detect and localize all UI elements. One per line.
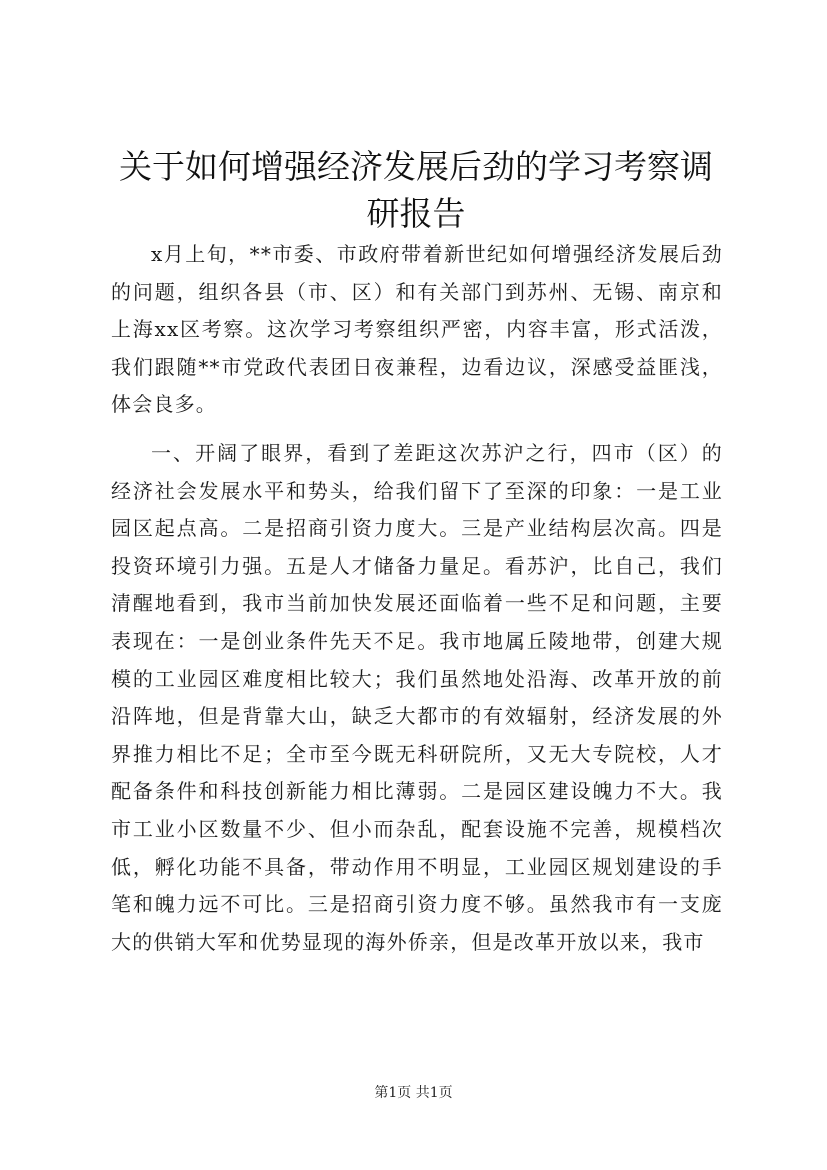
document-body (111, 236, 723, 972)
page-footer: 第1页 共1页 (374, 1085, 453, 1101)
paragraph-intro: x月上旬，**市委、市政府带着新世纪如何增强经济发展后劲的问题，组织各县（市、区）和有关部门到苏州、无锡、南京和上海xx区考察。这次学习考察组织严密，内容丰富，形式活泼，我们跟随**市党政代表团日夜兼程，边看边议，深感受益匪浅，体会良多。 (111, 242, 723, 417)
paragraph-section-one: 一、开阔了眼界，看到了差距这次苏沪之行，四市（区）的经济社会发展水平和势头，给我们留下了至深的印象：一是工业园区起点高。二是招商引资力度大。三是产业结构层次高。四是投资环境引力强。五是人才储备力量足。看苏沪，比自己，我们清醒地看到，我市当前加快发展还面临着一些不足和问题，主要表现在：一是创业条件先天不足。我市地属丘陵地带，创建大规模的工业园区难度相比较大；我们虽然地处沿海、改革开放的前沿阵地，但是背靠大山，缺乏大都市的有效辐射，经济发展的外界推力相比不足；全市至今既无科研院所，又无大专院校，人才配备条件和科技创新能力相比薄弱。二是园区建设魄力不大。我市工业小区数量不少、但小而杂乱，配套设施不完善，规模档次低，孵化功能不具备，带动作用不明显，工业园区规划建设的手笔和魄力远不可比。三是招商引资力度不够。虽然我市有一支庞大的供销大军和优势显现的海外侨亲，但是改革开放以来，我市 (111, 440, 723, 954)
document-title: 关于如何增强经济发展后劲的学习考察调研报告 (119, 147, 713, 233)
